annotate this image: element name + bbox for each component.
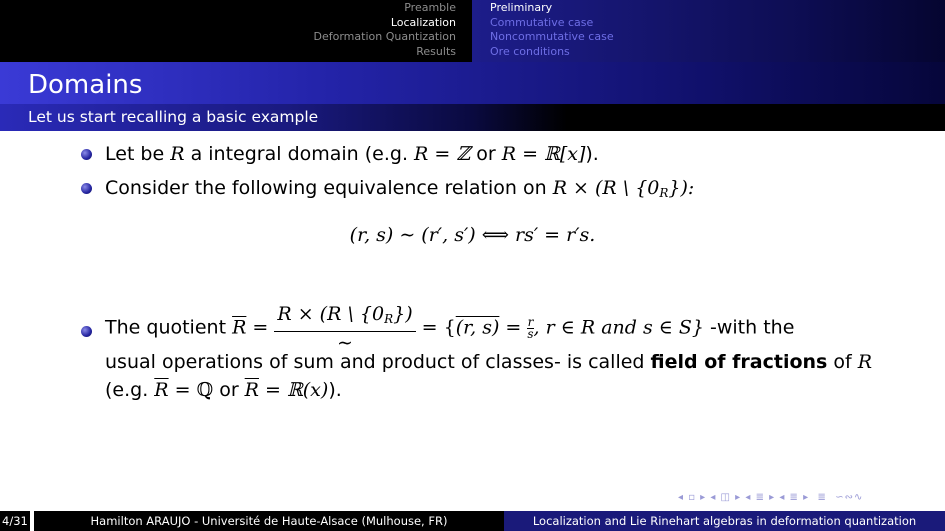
page-number: 4/31 <box>0 511 30 531</box>
beamer-navigation-icons[interactable]: ◂ ▫ ▸ ◂ ◫ ▸ ◂ ≣ ▸ ◂ ≣ ▸ ≣ ∽∾∿ <box>678 492 864 503</box>
nav-subsection-preliminary[interactable]: Preliminary <box>490 1 553 14</box>
nav-subsection-commutative-case[interactable]: Commutative case <box>490 15 594 29</box>
footer-author: Hamilton ARAUJO - Université de Haute-Alsace (Mulhouse, FR) <box>34 511 504 531</box>
item-continuation: (e.g. $\overline{R}$ = ℚ or $\overline{R}$ = ℝ(x)). <box>105 379 342 401</box>
subsection-list <box>472 0 945 62</box>
nav-section-deformation-quantization[interactable]: Deformation Quantization <box>313 30 456 43</box>
item-text: Consider the following equivalence relation on R × (R \ $\{0_R\}$): <box>105 177 695 200</box>
item-continuation: usual operations of sum and product of classes- is called field of fractions of R <box>105 351 873 373</box>
section-list <box>0 0 472 62</box>
nav-section-localization[interactable]: Localization <box>390 15 456 29</box>
item-text: Let be R a integral domain (e.g. R = ℤ or R = ℝ[x]). <box>105 143 599 165</box>
nav-section-results[interactable]: Results <box>416 44 456 58</box>
footer <box>0 511 945 531</box>
frame-title: Domains <box>28 70 143 100</box>
nav-section-preamble[interactable]: Preamble <box>404 1 456 14</box>
header-navigation <box>0 0 945 62</box>
nav-subsection-ore-conditions[interactable]: Ore conditions <box>490 44 570 58</box>
bullet-icon <box>81 149 92 160</box>
item-text: The quotient $\overline{R}$ = $\frac{R \times (R \backslash \{0_R\})}{\sim}$ = {(r, s) = $\frac{r}{s}$, r ∈ R and s ∈ S} -with the <box>105 303 795 354</box>
display-equation: (r, s) ∼ (r′, s′) ⟺ rs′ = r′s. <box>349 224 596 246</box>
field-of-fractions-term: field of fractions <box>650 351 828 373</box>
nav-subsection-noncommutative-case[interactable]: Noncommutative case <box>490 30 614 43</box>
frame-subtitle: Let us start recalling a basic example <box>28 108 319 126</box>
footer-talk-title: Localization and Lie Rinehart algebras in deformation quantization <box>504 511 945 531</box>
frame-title-bar <box>0 62 945 131</box>
quotient-fraction: $\frac{R \times (R \backslash \{0_R\})}{\sim}$ <box>274 302 415 354</box>
bullet-icon <box>81 183 92 194</box>
bullet-icon <box>81 326 92 337</box>
